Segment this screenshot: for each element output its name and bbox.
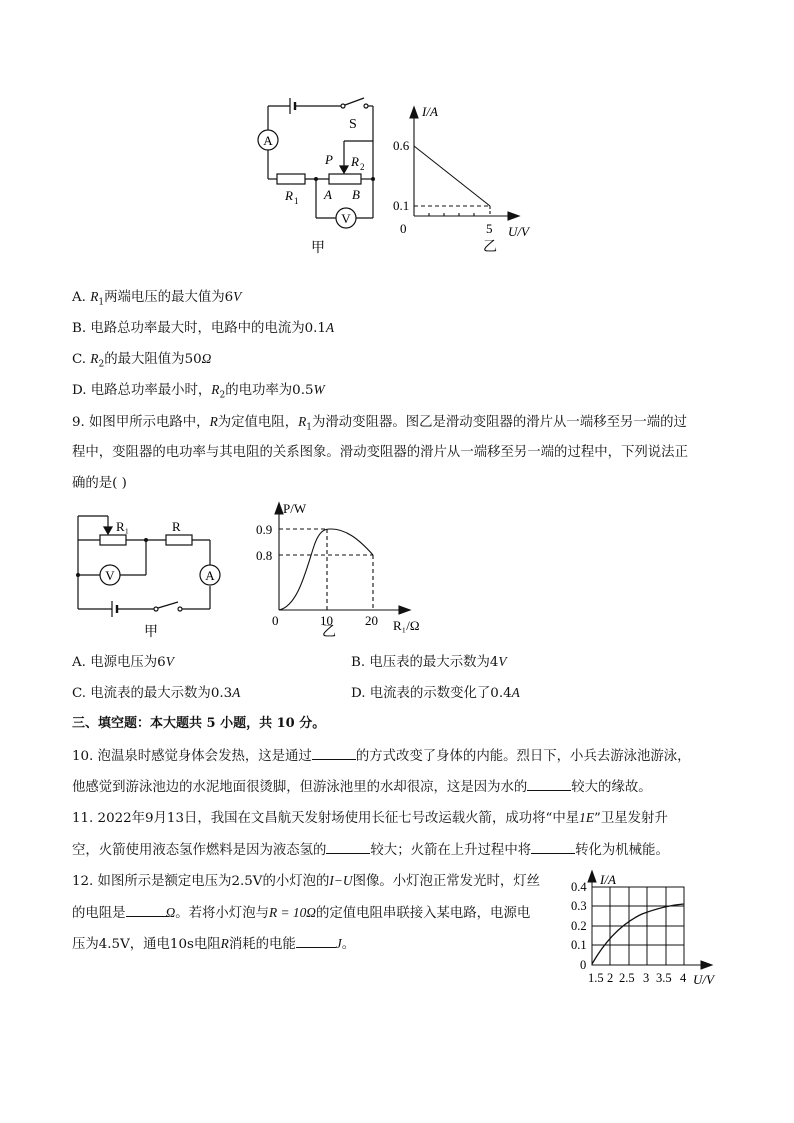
r1-label: R₁ bbox=[116, 519, 130, 534]
iu-line bbox=[414, 146, 490, 206]
x-tick-label: 10 bbox=[320, 613, 333, 628]
q9-circuit-diagram bbox=[68, 508, 238, 643]
x-tick-label: 3 bbox=[643, 971, 650, 985]
y-tick-label: 0.1 bbox=[393, 198, 410, 213]
slider-arrow bbox=[340, 166, 348, 173]
y-tick-label: 0.4 bbox=[571, 880, 587, 894]
figure-caption: 甲 bbox=[311, 241, 325, 256]
origin-label: 0 bbox=[272, 613, 279, 628]
figure-caption: 甲 bbox=[144, 625, 158, 640]
x-axis-label: U/V bbox=[508, 224, 529, 239]
x-axis-label: R₁/Ω bbox=[393, 618, 420, 633]
iu-curve bbox=[592, 904, 684, 964]
junction-dot bbox=[144, 538, 148, 542]
x-tick-label: 1.5 bbox=[588, 971, 604, 985]
y-axis-label: I/A bbox=[600, 872, 616, 887]
q8-option-c: C. $R_2$的最大阻值为50Ω bbox=[72, 351, 212, 370]
x-tick-label: 2 bbox=[607, 971, 614, 985]
x-tick-label: 5 bbox=[486, 221, 493, 236]
q9-option-c: C. 电流表的最大示数为0.3A bbox=[72, 685, 241, 701]
y-tick-label: 0.9 bbox=[256, 522, 273, 537]
end-b-label: B bbox=[352, 187, 360, 202]
answer-blank[interactable] bbox=[312, 745, 356, 760]
q8-circuit-diagram bbox=[245, 92, 390, 262]
switch-label: S bbox=[349, 117, 357, 132]
r-label: R bbox=[172, 519, 181, 534]
q9-pr-graph bbox=[250, 498, 440, 638]
answer-blank[interactable] bbox=[326, 839, 370, 854]
origin-label: 0 bbox=[400, 221, 407, 236]
junction-dot bbox=[371, 177, 375, 181]
figure-caption: 乙 bbox=[483, 240, 497, 255]
q9-option-b: B. 电压表的最大示数为4V bbox=[351, 654, 507, 670]
r-resistor bbox=[166, 535, 192, 545]
answer-blank[interactable] bbox=[126, 902, 166, 917]
power-curve bbox=[279, 529, 373, 610]
q12-line1: 12. 如图所示是额定电压为2.5V的小灯泡的I−U图像。小灯泡正常发光时，灯丝 bbox=[72, 873, 541, 889]
figure-caption: 乙 bbox=[322, 625, 336, 638]
q12-line3: 压为4.5V，通电10s电阻R消耗的电能 J。 bbox=[72, 933, 355, 955]
y-tick-label: 0.8 bbox=[256, 548, 273, 563]
x-tick-label: 20 bbox=[365, 613, 378, 628]
ammeter-label: A bbox=[263, 133, 273, 148]
y-axis-label: I/A bbox=[422, 104, 438, 119]
answer-blank[interactable] bbox=[296, 933, 336, 948]
section-heading: 三、填空题：本大题共 5 小题，共 10 分。 bbox=[72, 716, 326, 731]
q9-option-a: A. 电源电压为6V bbox=[72, 654, 174, 670]
y-tick-label: 0 bbox=[580, 958, 587, 972]
y-axis-label: P/W bbox=[283, 501, 307, 516]
r2-label: R bbox=[351, 154, 359, 169]
q9-stem-line1: 9. 如图甲所示电路中，R为定值电阻，$R_1$为滑动变阻器。图乙是滑动变阻器的滑片从一端移至另一端的过 bbox=[72, 414, 687, 433]
q12-iu-graph bbox=[563, 868, 733, 988]
q9-stem-line3: 确的是( ) bbox=[72, 476, 127, 491]
y-tick-label: 0.1 bbox=[571, 938, 587, 952]
q10-line2: 他感觉到游泳池边的水泥地面很烫脚，但游泳池里的水却很凉，这是因为水的 较大的缘故。 bbox=[72, 776, 652, 798]
y-tick-label: 0.2 bbox=[571, 919, 587, 933]
q8-option-b: B. 电路总功率最大时，电路中的电流为0.1A bbox=[72, 320, 335, 336]
switch-blade bbox=[158, 602, 178, 608]
q8-iu-graph bbox=[390, 98, 550, 258]
y-tick-label: 0.6 bbox=[393, 138, 410, 153]
r2-sub: 2 bbox=[360, 162, 365, 172]
r1-label: R bbox=[285, 188, 293, 203]
ammeter-label: A bbox=[205, 568, 215, 583]
y-tick-label: 0.3 bbox=[571, 899, 587, 913]
q11-line2: 空，火箭使用液态氢作燃料是因为液态氢的 较大；火箭在上升过程中将 转化为机械能。 bbox=[72, 839, 669, 861]
switch-blade bbox=[345, 98, 364, 105]
junction-dot bbox=[76, 573, 80, 577]
q8-option-a: A. $R_1$两端电压的最大值为6V bbox=[72, 289, 242, 308]
slider-arrow bbox=[104, 527, 112, 534]
q12-line2: 的电阻是 Ω。若将小灯泡与R = 10Ω的定值电阻串联接入某电路，电源电 bbox=[72, 902, 530, 924]
r1-sub: 1 bbox=[294, 196, 299, 206]
q9-option-d: D. 电流表的示数变化了0.4A bbox=[351, 685, 520, 701]
voltmeter-label: V bbox=[105, 568, 115, 583]
slider-label: P bbox=[325, 152, 333, 167]
switch-pivot bbox=[341, 104, 345, 108]
r1-rheostat bbox=[100, 535, 126, 545]
answer-blank[interactable] bbox=[527, 776, 571, 791]
q9-stem-line2: 程中，变阻器的电功率与其电阻的关系图象。滑动变阻器的滑片从一端移至另一端的过程中，下列说法正 bbox=[72, 445, 688, 460]
answer-blank[interactable] bbox=[531, 839, 575, 854]
switch-pivot bbox=[154, 607, 158, 611]
junction-dot bbox=[314, 177, 318, 181]
r2-rheostat bbox=[329, 174, 361, 184]
x-tick-label: 2.5 bbox=[619, 971, 635, 985]
r1-resistor bbox=[277, 174, 305, 184]
x-tick-label: 3.5 bbox=[656, 971, 672, 985]
voltmeter-label: V bbox=[341, 211, 351, 226]
end-a-label: A bbox=[324, 187, 332, 202]
x-tick-label: 4 bbox=[680, 971, 687, 985]
q8-option-d: D. 电路总功率最小时，$R_2$的电功率为0.5W bbox=[72, 382, 325, 401]
q11-line1: 11. 2022年9月13日，我国在文昌航天发射场使用长征七号改运载火箭，成功将“中星1E”卫星发射升 bbox=[72, 810, 668, 826]
x-axis-label: U/V bbox=[693, 972, 714, 987]
q10-line1: 10. 泡温泉时感觉身体会发热，这是通过 的方式改变了身体的内能。烈日下，小兵去游泳池游泳， bbox=[72, 745, 691, 767]
